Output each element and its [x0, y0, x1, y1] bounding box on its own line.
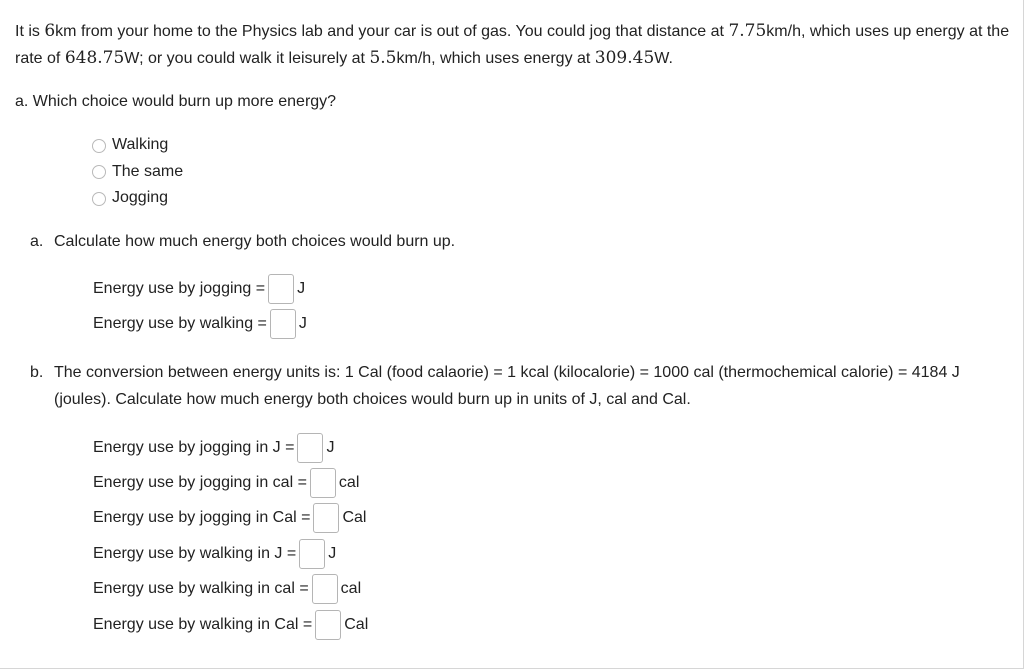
option-label: Walking	[112, 136, 169, 154]
distance-value: 6	[44, 21, 56, 41]
unit-label: J	[328, 545, 337, 562]
row-label: Energy use by walking in Cal =	[93, 616, 313, 633]
unit-label: J	[298, 315, 307, 332]
unit-label: Cal	[344, 616, 369, 633]
walking-j-input[interactable]	[299, 539, 325, 569]
unit-label: J	[297, 280, 306, 297]
energy-walking-input[interactable]	[270, 309, 296, 339]
section-a-prompt	[30, 228, 455, 255]
energy-choice-radio-group	[92, 132, 183, 212]
answer-row-jogging-j	[93, 433, 334, 463]
section-text: The conversion between energy units is: 1 Cal (food calaorie) = 1 kcal (kilocalorie) = 1000 cal (thermochemical calorie) = 4184 J (joules). Calculate how much energy both choices would burn up in units of J, cal and Cal.	[54, 364, 960, 408]
section-b-prompt	[30, 359, 1005, 413]
walk-power-value: 309.45	[594, 48, 655, 68]
row-label: Energy use by jogging in J =	[93, 439, 295, 456]
row-label: Energy use by jogging =	[93, 280, 266, 297]
answer-row-jogging-cal	[93, 468, 359, 498]
question-a-prompt: a. Which choice would burn up more energy?	[15, 93, 337, 110]
intro-text: km/h, which uses energy at	[396, 50, 595, 67]
radio-jogging[interactable]	[92, 192, 106, 206]
jogging-kcal-input[interactable]	[313, 503, 339, 533]
option-label: The same	[112, 162, 184, 180]
jog-speed-value: 7.75	[728, 21, 767, 41]
radio-the-same[interactable]	[92, 165, 106, 179]
walking-cal-input[interactable]	[312, 574, 338, 604]
radio-walking[interactable]	[92, 139, 106, 153]
section-letter: b.	[30, 364, 44, 381]
answer-row-walking-cal	[93, 574, 361, 604]
intro-text: W; or you could walk it leisurely at	[124, 50, 370, 67]
option-jogging[interactable]	[92, 185, 183, 212]
intro-text: km from your home to the Physics lab and your car is out of gas. You could jog that distance at	[55, 23, 729, 40]
walk-speed-value: 5.5	[369, 48, 397, 68]
answer-row-jogging-energy	[93, 274, 305, 304]
row-label: Energy use by jogging in cal =	[93, 474, 307, 491]
answer-row-walking-kcal	[93, 610, 368, 640]
section-text: Calculate how much energy both choices would burn up.	[54, 233, 456, 250]
walking-kcal-input[interactable]	[315, 610, 341, 640]
answer-row-walking-j	[93, 539, 336, 569]
row-label: Energy use by walking in J =	[93, 545, 297, 562]
intro-text: It is	[15, 23, 45, 40]
jogging-cal-input[interactable]	[310, 468, 336, 498]
row-label: Energy use by walking in cal =	[93, 580, 309, 597]
energy-jogging-input[interactable]	[268, 274, 294, 304]
row-label: Energy use by walking =	[93, 315, 267, 332]
intro-text: W.	[654, 50, 673, 67]
option-label: Jogging	[112, 189, 169, 207]
intro-text: km/h, which uses up energy at the rate of	[15, 23, 1010, 67]
row-label: Energy use by jogging in Cal =	[93, 509, 311, 526]
answer-row-walking-energy	[93, 309, 307, 339]
answer-row-jogging-kcal	[93, 503, 366, 533]
unit-label: J	[326, 439, 335, 456]
unit-label: cal	[338, 474, 360, 491]
option-the-same[interactable]	[92, 159, 183, 186]
option-walking[interactable]	[92, 132, 183, 159]
unit-label: cal	[340, 580, 362, 597]
problem-statement	[15, 18, 1010, 72]
unit-label: Cal	[342, 509, 367, 526]
jogging-j-input[interactable]	[297, 433, 323, 463]
jog-power-value: 648.75	[64, 48, 125, 68]
section-letter: a.	[30, 233, 44, 250]
